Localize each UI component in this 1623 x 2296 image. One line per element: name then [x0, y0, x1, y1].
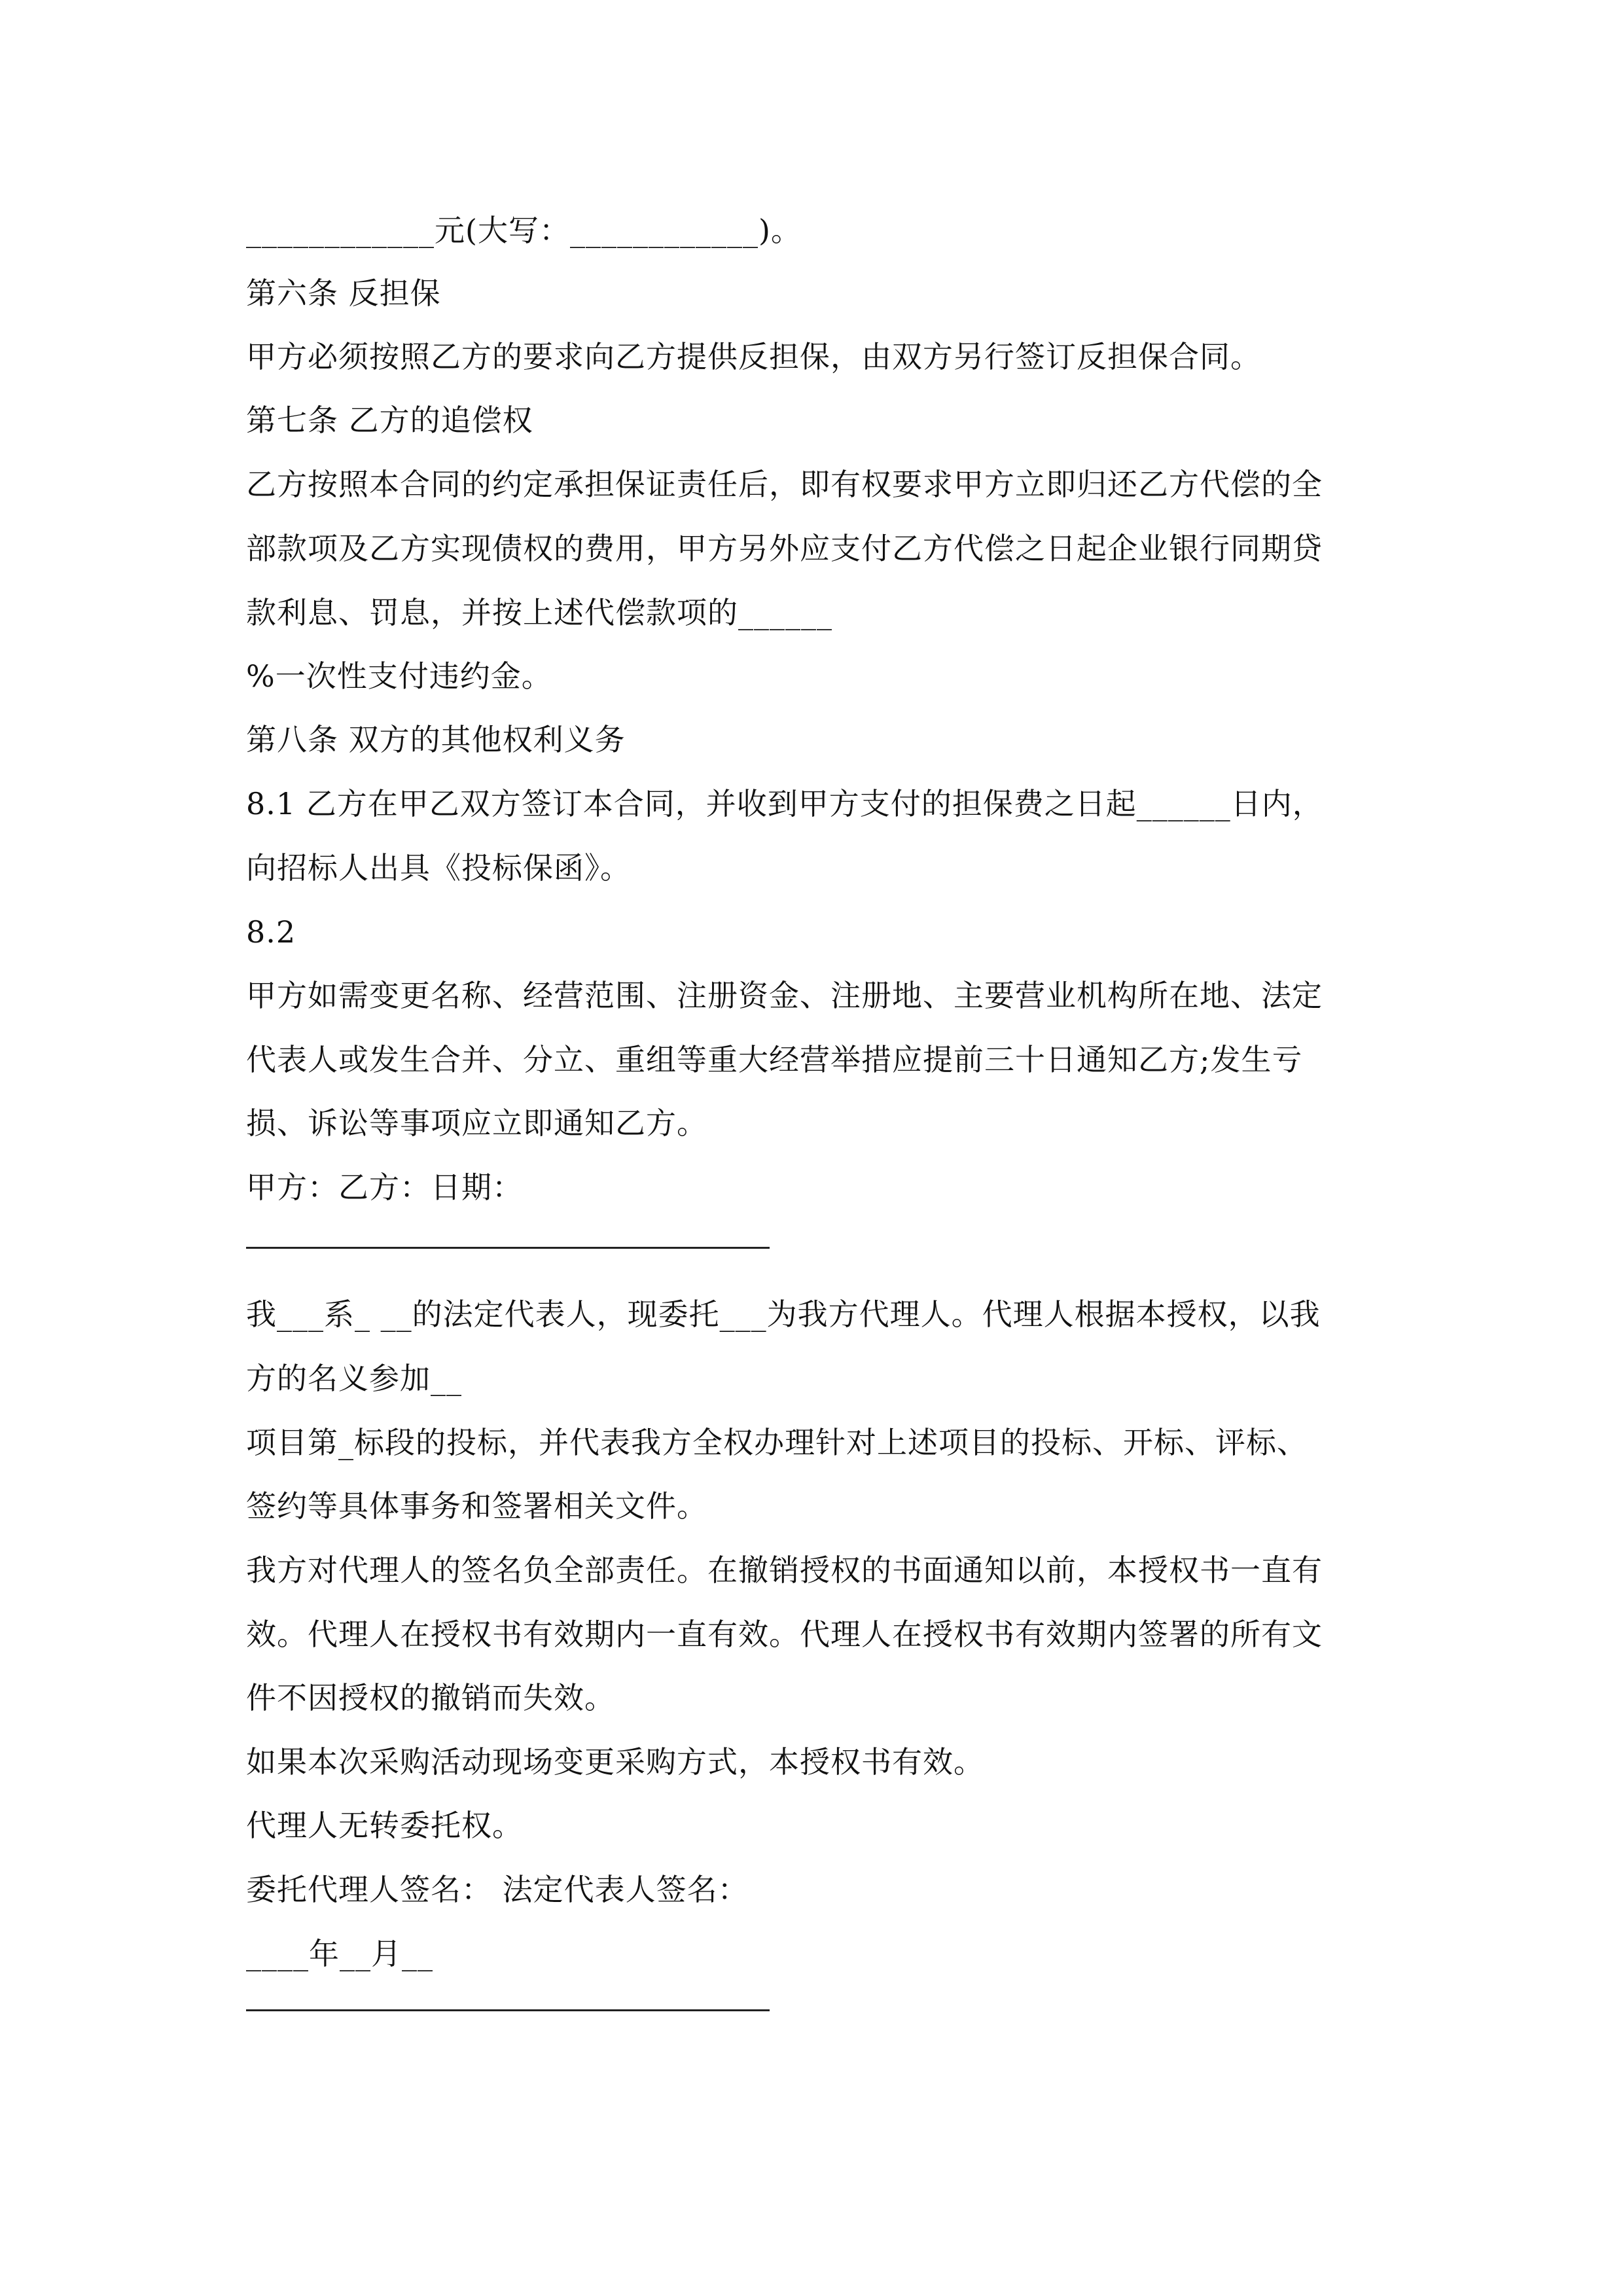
date-line: ____年__月__	[246, 1936, 433, 1971]
clause-8-2-text-2: 代表人或发生合并、分立、重组等重大经营举措应提前三十日通知乙方;发生亏	[246, 1042, 1303, 1077]
clause-8-2-number: 8.2	[246, 914, 296, 950]
signature-line: 甲方：乙方：日期：	[246, 1170, 523, 1205]
clause-8-1-text-2: 向招标人出具《投标保函》。	[246, 850, 631, 886]
article-6-text: 甲方必须按照乙方的要求向乙方提供反担保，由双方另行签订反担保合同。	[246, 339, 1261, 374]
article-7-text-3: 款利息、罚息，并按上述代偿款项的______	[246, 595, 832, 630]
amount-line: ____________元(大写：____________)。	[246, 213, 802, 248]
clause-8-2-text-3: 损、诉讼等事项应立即通知乙方。	[246, 1105, 707, 1141]
separator-rule-2	[246, 2009, 770, 2011]
article-7-text-1: 乙方按照本合同的约定承担保证责任后，即有权要求甲方立即归还乙方代偿的全	[246, 467, 1323, 502]
responsibility-text-2: 效。代理人在授权书有效期内一直有效。代理人在授权书有效期内签署的所有文	[246, 1617, 1323, 1652]
signatures-text: 委托代理人签名： 法定代表人签名：	[246, 1872, 749, 1907]
clause-8-2-text-1: 甲方如需变更名称、经营范围、注册资金、注册地、主要营业机构所在地、法定	[246, 978, 1323, 1013]
authorization-text-4: 签约等具体事务和签署相关文件。	[246, 1488, 707, 1524]
clause-8-1-text-1: 8.1 乙方在甲乙双方签订本合同，并收到甲方支付的担保费之日起______日内，	[246, 786, 1323, 821]
separator-rule-1	[246, 1247, 770, 1249]
article-7-text-2: 部款项及乙方实现债权的费用，甲方另外应支付乙方代偿之日起企业银行同期贷	[246, 531, 1323, 566]
article-8-heading: 第八条 双方的其他权利义务	[246, 722, 626, 757]
article-7-heading: 第七条 乙方的追偿权	[246, 403, 533, 438]
article-7-text-4: %一次性支付违约金。	[246, 658, 552, 694]
authorization-text-1: 我___系_ __的法定代表人，现委托___为我方代理人。代理人根据本授权，以我	[246, 1297, 1321, 1332]
authorization-text-3: 项目第_标段的投标，并代表我方全权办理针对上述项目的投标、开标、评标、	[246, 1425, 1308, 1460]
procurement-text: 如果本次采购活动现场变更采购方式，本授权书有效。	[246, 1744, 984, 1780]
article-6-heading: 第六条 反担保	[246, 276, 441, 311]
responsibility-text-3: 件不因授权的撤销而失效。	[246, 1680, 615, 1715]
authorization-text-2: 方的名义参加__	[246, 1361, 462, 1396]
no-sub-delegation-text: 代理人无转委托权。	[246, 1808, 523, 1843]
responsibility-text-1: 我方对代理人的签名负全部责任。在撤销授权的书面通知以前，本授权书一直有	[246, 1552, 1323, 1588]
